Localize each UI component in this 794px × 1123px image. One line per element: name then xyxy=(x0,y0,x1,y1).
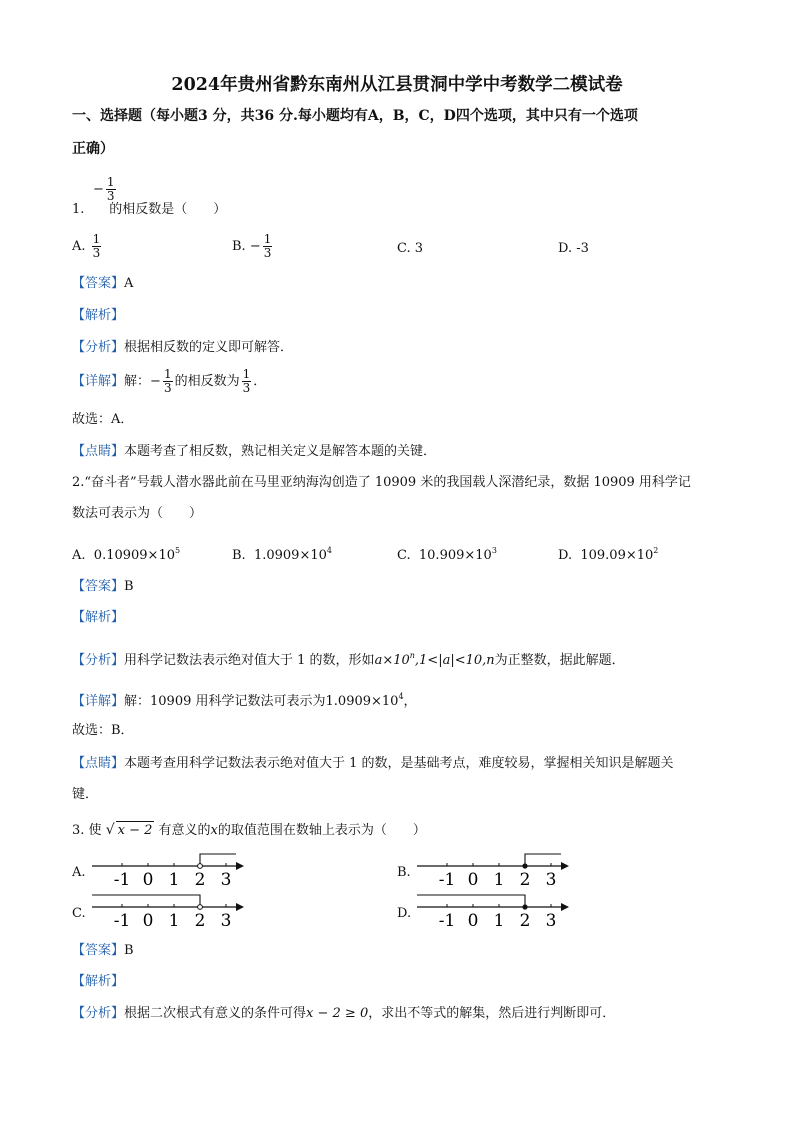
q1-dianjing: 【点睛】本题考查了相反数，熟记相关定义是解答本题的关键． xyxy=(72,444,437,459)
tick-label: 0 xyxy=(467,870,479,890)
q3-number-line-b xyxy=(413,850,573,890)
tick-label: 3 xyxy=(220,870,232,890)
q2-xiangjie: 【详解】解：10909 用科学记数法可表示为$1.0909\times 10^4$， xyxy=(72,692,417,709)
q2-fenxi: 【分析】用科学记数法表示绝对值大于 1 的数，形如$a\times 10^n,1<|a|<10,n$为正整数，据此解题． xyxy=(72,651,625,668)
tick-label: 1 xyxy=(168,911,180,931)
q3-stem: 3. 使 √ x − 2 有意义的x的取值范围在数轴上表示为（ ） xyxy=(72,822,426,838)
q2-stem: 2.“奋斗者”号载人潜水器此前在马里亚纳海沟创造了 10909 米的我国载人深潜纪录，数据 10909 用科学记 xyxy=(72,475,691,490)
q2-option-b: B. $1.0909\times 10^4$ xyxy=(232,546,332,563)
q1-fenxi: 【分析】根据相反数的定义即可解答． xyxy=(72,340,294,355)
q2-option-c: C. $10.909\times 10^3$ xyxy=(397,546,497,563)
q3-option-a-letter: A. xyxy=(72,865,86,880)
q3-analysis-tag: 【解析】 xyxy=(72,974,125,989)
q3-option-d-letter: D. xyxy=(397,906,412,921)
q1-option-c: C. 3 xyxy=(397,241,424,256)
q2-dianjing-cont: 键． xyxy=(72,787,99,802)
tick-label: 2 xyxy=(194,870,206,890)
tick-label: 2 xyxy=(194,911,206,931)
tick-label: -1 xyxy=(438,911,456,931)
q3-number-line-d xyxy=(413,891,573,931)
tick-label: 1 xyxy=(168,870,180,890)
q2-choose: 故选：B． xyxy=(72,723,134,738)
tick-label: 2 xyxy=(519,911,531,931)
q1-xiangjie: 【详解】解：− $\frac{1}{3}$ 的相反数为 $\frac{1}{3}$ ． xyxy=(72,367,267,395)
q2-answer: 【答案】B xyxy=(72,579,134,594)
q3-answer: 【答案】B xyxy=(72,943,134,958)
q2-option-d: D. $109.09\times 10^2$ xyxy=(558,546,659,563)
tick-label: 0 xyxy=(467,911,479,931)
tick-label: 3 xyxy=(545,870,557,890)
q1-option-a: A. $\frac{1}{3}$ xyxy=(72,232,101,260)
q1-option-b: B. − $\frac{1}{3}$ xyxy=(232,232,272,260)
section-heading-cont: 正确） xyxy=(72,141,114,157)
q2-analysis-tag: 【解析】 xyxy=(72,610,125,625)
q2-stem-cont: 数法可表示为（ ） xyxy=(72,506,203,521)
tick-label: -1 xyxy=(113,911,131,931)
tick-label: -1 xyxy=(113,870,131,890)
q3-number-line-c xyxy=(88,891,248,931)
q1-stem: 1. 的相反数是（ ） xyxy=(72,202,227,217)
q2-dianjing: 【点睛】本题考查用科学记数法表示绝对值大于 1 的数，是基础考点，难度较易，掌握相关知识是解题关 xyxy=(72,756,674,771)
q3-fenxi: 【分析】根据二次根式有意义的条件可得x − 2 ≥ 0，求出不等式的解集，然后进行判断即可． xyxy=(72,1006,616,1021)
tick-label: 0 xyxy=(142,870,154,890)
tick-label: 1 xyxy=(493,911,505,931)
section-heading: 一、选择题（每小题3 分，共36 分.每小题均有A，B，C，D四个选项，其中只有一个选项 xyxy=(72,108,638,124)
tick-label: -1 xyxy=(438,870,456,890)
tick-label: 2 xyxy=(519,870,531,890)
q3-number-line-a xyxy=(88,850,248,890)
tick-label: 3 xyxy=(220,911,232,931)
tick-label: 0 xyxy=(142,911,154,931)
q3-option-c-letter: C. xyxy=(72,906,86,921)
q1-analysis-tag: 【解析】 xyxy=(72,308,125,323)
tick-label: 1 xyxy=(493,870,505,890)
q1-answer: 【答案】A xyxy=(72,276,134,291)
q1-option-d: D. -3 xyxy=(558,241,589,256)
q3-option-b-letter: B. xyxy=(397,865,411,880)
q2-option-a: A. $0.10909\times 10^5$ xyxy=(72,546,181,563)
q1-minus: − xyxy=(93,182,104,197)
page-title: 2024年贵州省黔东南州从江县贯洞中学中考数学二模试卷 xyxy=(171,75,623,95)
q1-fraction: $\frac{1}{3}$ xyxy=(106,175,115,203)
tick-label: 3 xyxy=(545,911,557,931)
q1-fraction-line xyxy=(93,176,118,203)
q1-choose: 故选：A． xyxy=(72,412,134,427)
